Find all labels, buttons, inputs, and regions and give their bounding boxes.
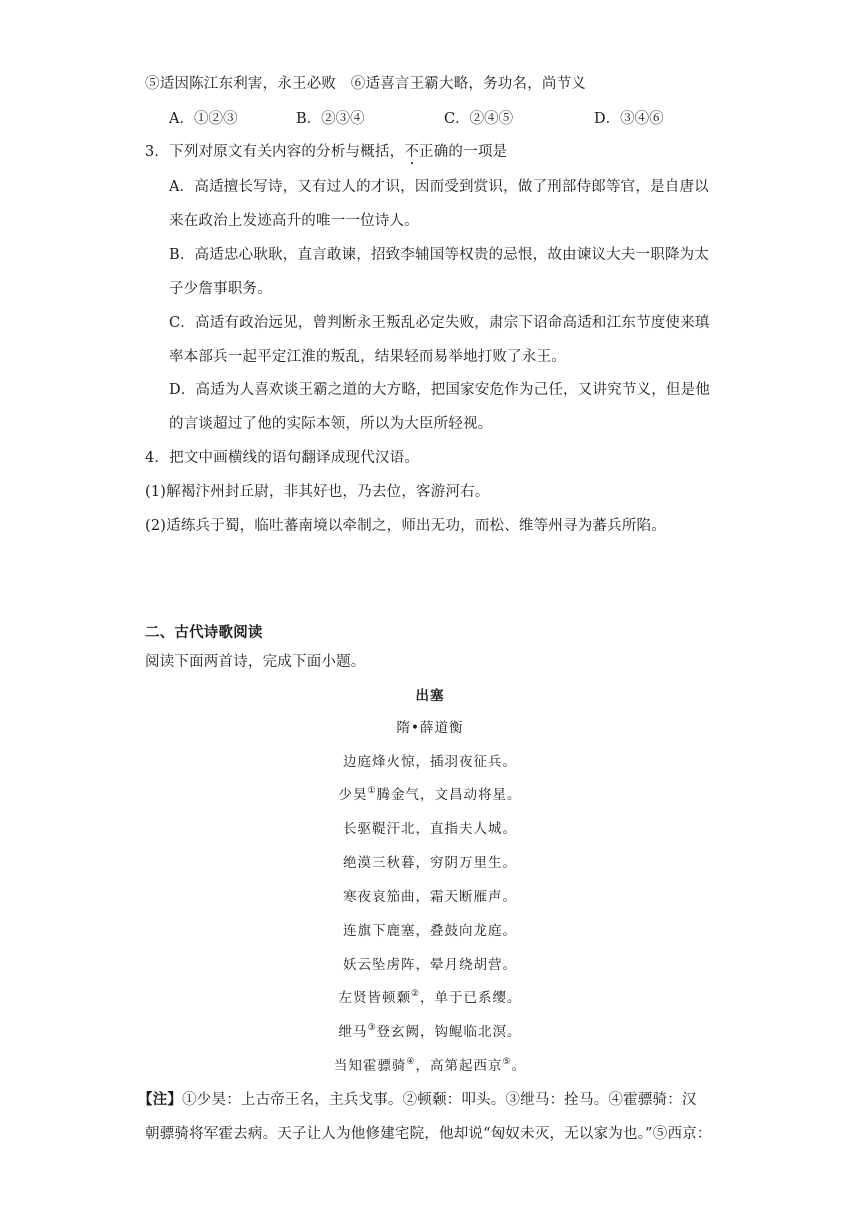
q2-option-b: B．②③④ [296,111,365,127]
poem-line-10-a: 当知霍骠骑 [333,1058,407,1074]
poem-line-6: 连旗下鹿塞，叠鼓向龙庭。 [343,923,517,939]
poem-line-8-b: ，单于已系缨。 [420,990,522,1006]
poem-line-1: 边庭烽火惊，插羽夜征兵。 [343,754,517,770]
q3-stem [145,140,507,161]
poem-line-9-a: 绁马 [338,1024,368,1040]
poem-line-10 [0,1054,860,1074]
poem-line-2 [0,783,860,803]
q4-sentence-2: (2)适练兵于蜀，临吐蕃南境以牵制之，师出无功，而松、维等州寻为蕃兵所陷。 [145,518,666,534]
q3-stem-post: 正确的一项是 [419,144,508,160]
notes-line-1 [138,1088,697,1109]
poem-line-2-a: 少昊 [338,787,368,803]
q3-stem-pre: 3．下列对原文有关内容的分析与概括， [145,144,405,160]
notes-line-2: 朝骠骑将军霍去病。天子让人为他修建宅院，他却说“匈奴未灭，无以家为也。”⑤西京： [145,1126,712,1142]
poem-line-7: 妖云坠虏阵，晕月绕胡营。 [343,957,517,973]
poem-title: 出塞 [415,688,445,704]
q2-option-d: D．③④⑥ [594,111,664,127]
poem-line-4: 绝漠三秋暮，穷阴万里生。 [343,855,517,871]
footnote-ref-3: ③ [367,1023,377,1033]
footnote-ref-4: ④ [406,1057,416,1067]
poem-line-10-c: 。 [511,1058,527,1074]
section-heading: 二、古代诗歌阅读 [145,624,263,641]
poem-line-9-b: 登玄阙，钩鲲临北溟。 [376,1024,522,1040]
q3-option-c-line1: C．高适有政治远见，曾判断永王叛乱必定失败，肃宗下诏命高适和江东节度使来瑱 [169,315,710,331]
poem-line-2-b: 腾金气，文昌动将星。 [376,787,522,803]
q3-option-d-line1: D．高适为人喜欢谈王霸之道的大方略，把国家安危作为己任，又讲究节义，但是他 [169,382,711,398]
poem-line-5: 寒夜哀笳曲，霜天断雁声。 [343,889,517,905]
footnote-ref-2: ② [410,989,421,999]
section-intro: 阅读下面两首诗，完成下面小题。 [145,654,366,670]
q3-option-a-line2: 来在政治上发迹高升的唯一一位诗人。 [169,213,419,229]
q3-option-b-line2: 子少詹事职务。 [169,281,272,297]
q3-option-a-line1: A．高适擅长写诗，又有过人的才识，因而受到赏识，做了刑部侍郎等官，是自唐以 [169,179,709,195]
notes-label: 【注】 [138,1091,183,1108]
q3-option-c-line2: 率本部兵一起平定江淮的叛乱，结果轻而易举地打败了永王。 [169,349,566,365]
q2-option-a: A．①②③ [169,111,238,127]
poem-line-8 [0,986,860,1006]
q3-option-b-line1: B．高适忠心耿耿，直言敢谏，招致李辅国等权贵的忌恨，故由谏议大夫一职降为太 [169,247,710,263]
q4-sentence-1: (1)解褐汴州封丘尉，非其好也，乃去位，客游河右。 [145,484,490,500]
footnote-ref-5: ⑤ [502,1057,512,1067]
poem-author: 隋•薛道衡 [396,720,464,736]
notes-text-1: ①少昊：上古帝王名，主兵戈事。②顿颡：叩头。③绁马：拴马。④霍骠骑：汉 [182,1092,697,1108]
poem-line-9 [0,1020,860,1040]
q4-stem: 4．把文中画横线的语句翻译成现代汉语。 [145,450,420,466]
q2-option-c: C．②④⑤ [444,111,514,127]
footnote-ref-1: ① [367,786,377,796]
q2-options-tail: ⑤适因陈江东利害，永王必败 ⑥适喜言王霸大略，务功名，尚节义 [145,76,586,92]
q3-stem-emphasis: 不 [404,144,420,160]
poem-line-3: 长驱鞮汗北，直指夫人城。 [343,821,517,837]
q3-option-d-line2: 的言谈超过了他的实际本领，所以为大臣所轻视。 [169,416,493,432]
poem-line-8-a: 左贤皆顿颡 [338,990,411,1006]
poem-line-10-b: ，高第起西京 [415,1058,503,1074]
